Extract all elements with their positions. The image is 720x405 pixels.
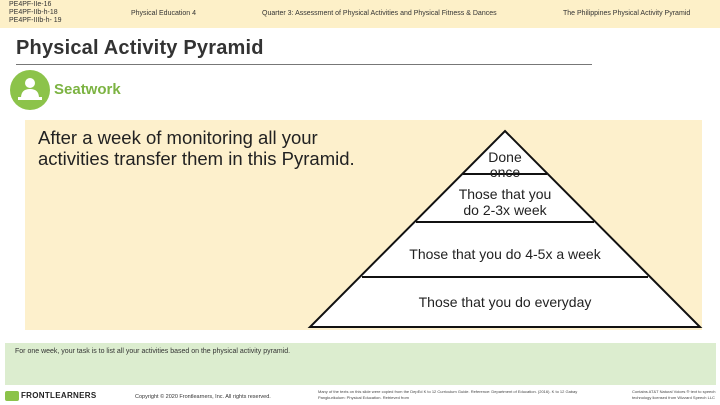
subject-label: Physical Education 4 — [131, 10, 196, 17]
tts-credit-text: Contains AT&T Natural Voices ® text to speech technology licensed from Wizzard Speech LLC — [632, 389, 716, 400]
citation-text: Many of the texts on this slide were copied from the DepEd K to 12 Curriculum Guide. Reference: Department of Education. (2016). K to 12 Gabay Pangkurikulum: Physical Education. Retrieved from — [318, 389, 578, 400]
activity-pyramid — [305, 127, 705, 331]
pyramid-level-1-line2: once — [489, 164, 521, 180]
footer — [0, 387, 720, 405]
instruction-text: After a week of monitoring all your activities transfer them in this Pyramid. — [38, 127, 355, 169]
seatwork-icon — [10, 70, 50, 110]
pyramid-level-1-line1: Done — [488, 149, 522, 165]
pyramid-level-2-line1: Those that you — [458, 186, 552, 202]
pyramid-level-4: Those that you do everyday — [418, 294, 592, 310]
competency-codes — [9, 1, 62, 25]
competency-code: PE4PF-IIIb-h- 19 — [9, 17, 62, 24]
task-note: For one week, your task is to list all your activities based on the physical activity pyramid. — [15, 348, 291, 355]
frontlearners-logo-icon — [5, 391, 19, 401]
copyright-text: Copyright © 2020 Frontlearners, Inc. All rights reserved. — [135, 394, 271, 400]
topic-label: The Philippines Physical Activity Pyramid — [563, 10, 691, 17]
section-label: Seatwork — [54, 81, 121, 98]
frontlearners-logo: FRONTLEARNERS — [21, 391, 97, 400]
competency-code: PE4PF-IIb-h-18 — [9, 9, 58, 16]
page-title: Physical Activity Pyramid — [16, 37, 264, 59]
pyramid-level-3: Those that you do 4-5x a week — [409, 246, 601, 262]
header-bar — [0, 0, 720, 28]
competency-code: PE4PF-IIe-16 — [9, 1, 52, 8]
title-divider — [16, 64, 592, 65]
pyramid-level-2-line2: do 2-3x week — [463, 202, 547, 218]
quarter-label: Quarter 3: Assessment of Physical Activities and Physical Fitness & Dances — [262, 10, 497, 17]
